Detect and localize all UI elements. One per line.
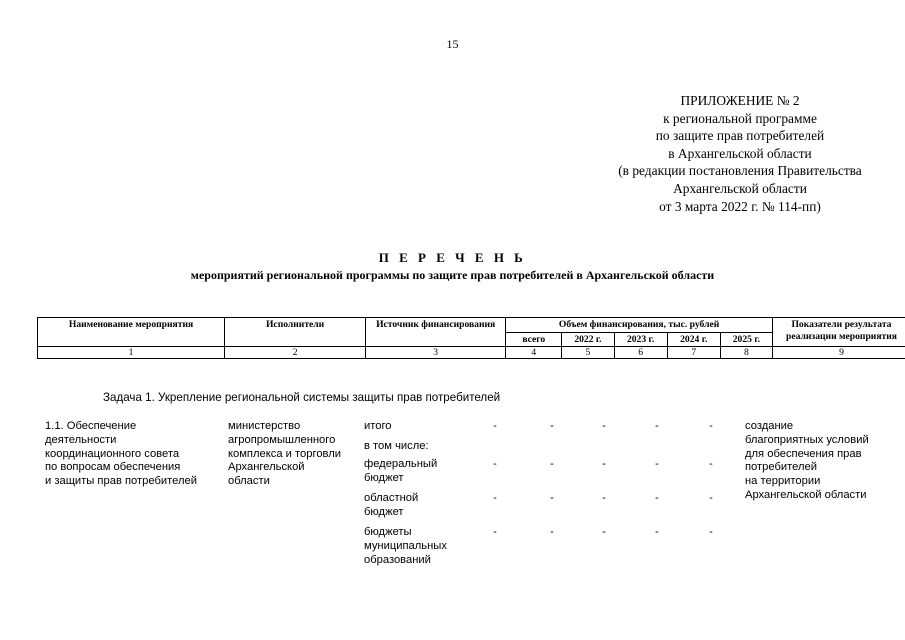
measure-line: и защиты прав потребителей <box>45 475 197 488</box>
header-name: Наименование мероприятия <box>38 318 225 347</box>
value-regional-all: - <box>493 492 497 504</box>
value-regional-2022: - <box>550 492 554 504</box>
header-funding: Объем финансирования, тыс. рублей <box>506 318 773 333</box>
result-line: для обеспечения прав <box>745 447 862 460</box>
source-line: муниципальных <box>364 539 447 552</box>
result-line: потребителей <box>745 461 817 474</box>
value-total-2025: - <box>709 420 713 432</box>
column-number: 3 <box>366 347 506 359</box>
result-indicator <box>745 420 905 503</box>
result-line: создание <box>745 420 794 432</box>
value-total-2023: - <box>602 420 606 432</box>
source-line: в том числе: <box>364 440 429 452</box>
value-regional-2024: - <box>655 492 659 504</box>
source-line: бюджет <box>364 471 404 484</box>
header-executors: Исполнители <box>225 318 366 347</box>
value-municipal-2024: - <box>655 526 659 538</box>
result-line: Архангельской области <box>745 488 867 501</box>
measure-line: 1.1. Обеспечение <box>45 420 137 432</box>
value-municipal-2023: - <box>602 526 606 538</box>
value-federal-2022: - <box>550 458 554 470</box>
header-source: Источник финансирования <box>366 318 506 347</box>
document-title: П Е Р Е Ч Е Н Ь <box>378 250 527 265</box>
column-number: 5 <box>562 347 614 359</box>
source-line: областной <box>364 492 419 504</box>
column-number: 9 <box>772 347 905 359</box>
appendix-line: по защите прав потребителей <box>655 128 825 144</box>
measure-name <box>45 420 223 489</box>
column-number: 8 <box>720 347 772 359</box>
source-municipal <box>364 526 474 567</box>
appendix-block <box>590 92 890 215</box>
source-line: образований <box>364 553 431 566</box>
header-total: всего <box>506 332 562 347</box>
column-number: 7 <box>667 347 720 359</box>
appendix-line: в Архангельской области <box>668 145 812 161</box>
measure-line: деятельности <box>45 433 117 446</box>
measure-line: координационного совета <box>45 447 180 460</box>
appendix-line: от 3 марта 2022 г. № 114-пп) <box>659 198 821 214</box>
column-number: 4 <box>506 347 562 359</box>
document-subtitle: мероприятий региональной программы по защите прав потребителей в Архангельской области <box>190 268 715 282</box>
value-municipal-2025: - <box>709 526 713 538</box>
page-number: 15 <box>446 37 459 51</box>
value-federal-2025: - <box>709 458 713 470</box>
column-number: 1 <box>38 347 225 359</box>
appendix-line: ПРИЛОЖЕНИЕ № 2 <box>680 93 800 108</box>
value-municipal-all: - <box>493 526 497 538</box>
column-number: 2 <box>225 347 366 359</box>
result-line: на территории <box>745 475 821 488</box>
source-total <box>364 420 474 434</box>
appendix-line: к региональной программе <box>663 110 817 126</box>
appendix-line: (в редакции постановления Правительства <box>618 163 862 179</box>
header-2022: 2022 г. <box>562 332 614 347</box>
source-line: федеральный <box>364 458 438 470</box>
value-total-2024: - <box>655 420 659 432</box>
result-line: благоприятных условий <box>745 433 869 446</box>
column-number: 6 <box>614 347 667 359</box>
measure-line: по вопросам обеспечения <box>45 461 181 474</box>
value-federal-all: - <box>493 458 497 470</box>
source-regional <box>364 492 474 520</box>
header-2023: 2023 г. <box>614 332 667 347</box>
value-federal-2024: - <box>655 458 659 470</box>
header-table <box>37 317 905 359</box>
executor-line: министерство <box>228 420 301 432</box>
header-2024: 2024 г. <box>667 332 720 347</box>
value-regional-2025: - <box>709 492 713 504</box>
value-regional-2023: - <box>602 492 606 504</box>
value-total-all: - <box>493 420 497 432</box>
executor-line: Архангельской <box>228 461 305 474</box>
executor <box>228 420 358 489</box>
executor-line: области <box>228 475 270 488</box>
value-federal-2023: - <box>602 458 606 470</box>
value-total-2022: - <box>550 420 554 432</box>
executor-line: комплекса и торговли <box>228 447 342 460</box>
source-including <box>364 440 474 454</box>
source-federal <box>364 458 474 486</box>
header-indicators: Показатели результата реализации мероприятия <box>772 318 905 347</box>
appendix-line: Архангельской области <box>673 180 807 196</box>
header-2025: 2025 г. <box>720 332 772 347</box>
source-line: бюджеты <box>364 526 412 538</box>
source-line: итого <box>364 420 392 432</box>
executor-line: агропромышленного <box>228 433 336 446</box>
source-line: бюджет <box>364 505 404 518</box>
task-heading: Задача 1. Укрепление региональной системы защиты прав потребителей <box>103 391 501 404</box>
value-municipal-2022: - <box>550 526 554 538</box>
